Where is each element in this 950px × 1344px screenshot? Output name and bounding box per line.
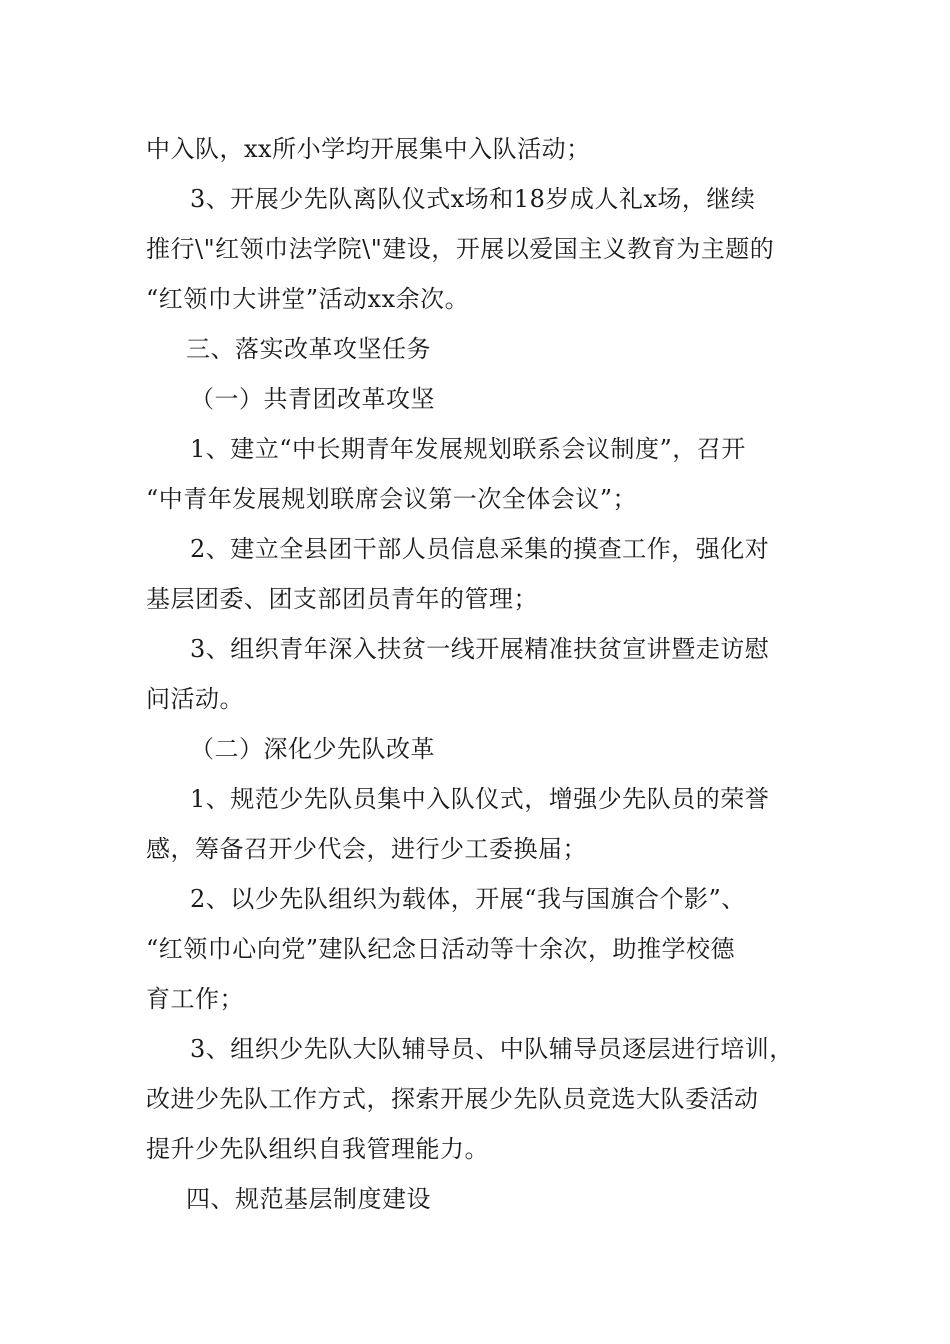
text-line: “中青年发展规划联席会议第一次全体会议”；: [146, 485, 638, 513]
text-line: 提升少先队组织自我管理能力。: [146, 1135, 489, 1163]
section-heading: 四、规范基层制度建设: [186, 1185, 431, 1213]
text-line: 2、以少先队组织为载体，开展“我与国旗合个影”、: [190, 885, 746, 913]
text-line: 3、组织青年深入扶贫一线开展精准扶贫宣讲暨走访慰: [190, 635, 770, 663]
text-line: 推行\"红领巾法学院\"建设，开展以爱国主义教育为主题的: [146, 235, 775, 263]
text-line: 中入队，xx所小学均开展集中入队活动；: [146, 135, 591, 163]
text-line: 3、开展少先队离队仪式x场和18岁成人礼x场，继续: [190, 185, 756, 213]
text-line: 改进少先队工作方式，探索开展少先队员竞选大队委活动: [146, 1085, 759, 1113]
subsection-heading: （二）深化少先队改革: [190, 735, 435, 763]
text-line: 2、建立全县团干部人员信息采集的摸查工作，强化对: [190, 535, 770, 563]
subsection-heading: （一）共青团改革攻坚: [190, 385, 435, 413]
text-line: 育工作；: [146, 985, 244, 1013]
text-line: 基层团委、团支部团员青年的管理；: [146, 585, 538, 613]
text-line: 1、规范少先队员集中入队仪式，增强少先队员的荣誉: [190, 785, 770, 813]
text-line: “红领巾大讲堂”活动xx余次。: [146, 285, 470, 313]
section-heading: 三、落实改革攻坚任务: [186, 335, 431, 363]
text-line: 1、建立“中长期青年发展规划联系会议制度”，召开: [190, 435, 746, 463]
text-line: “红领巾心向党”建队纪念日活动等十余次，助推学校德: [146, 935, 736, 963]
text-line: 感，筹备召开少代会，进行少工委换届；: [146, 835, 587, 863]
text-line: 问活动。: [146, 685, 244, 713]
text-line: 3、组织少先队大队辅导员、中队辅导员逐层进行培训，: [190, 1035, 794, 1063]
